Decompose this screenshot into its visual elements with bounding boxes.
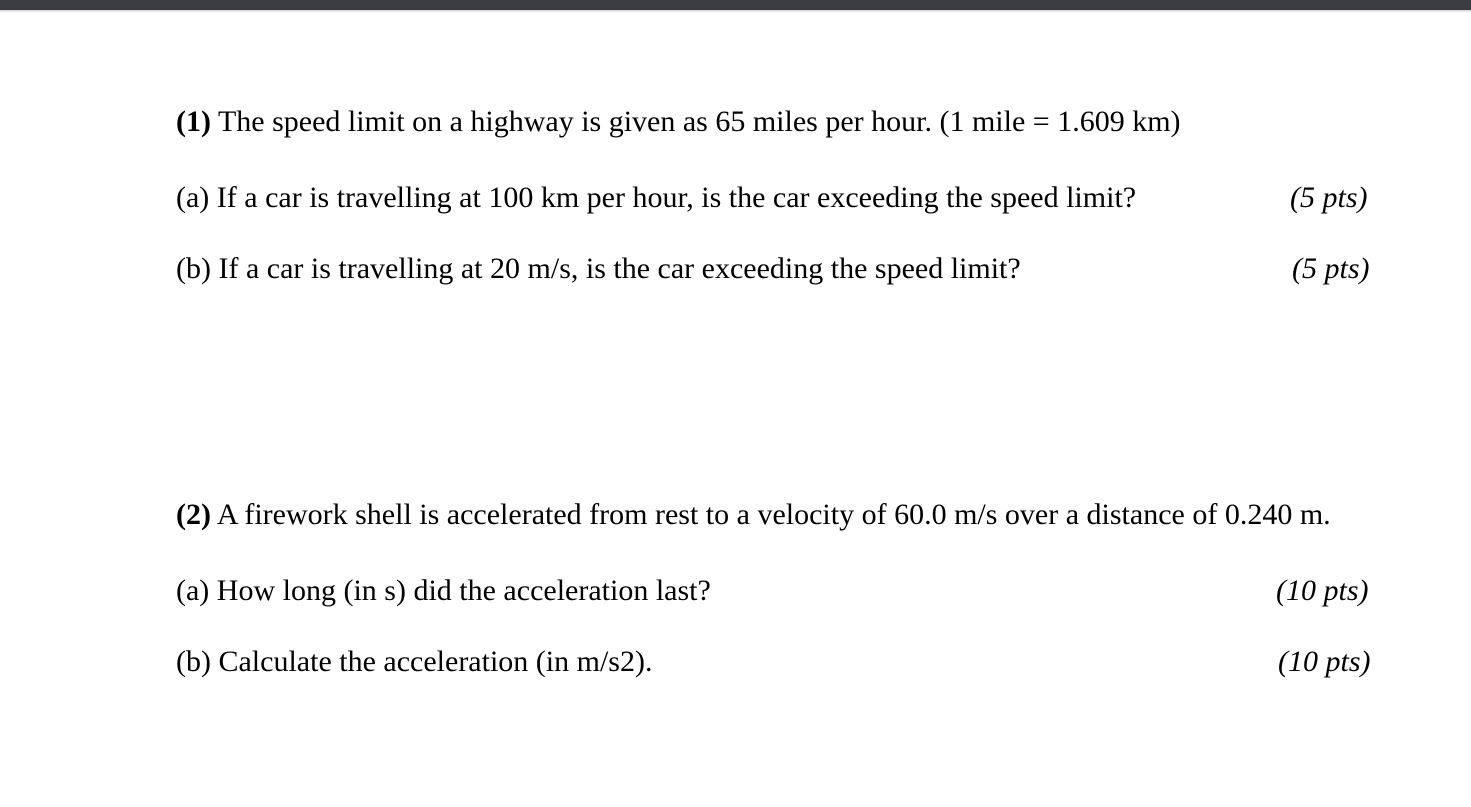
question-1a-text: (a) If a car is travelling at 100 km per hour, is the car exceeding the speed limit? — [176, 181, 1137, 214]
question-2b-points: (10 pts) — [1278, 645, 1371, 678]
question-2b-text: (b) Calculate the acceleration (in m/s2). — [176, 645, 653, 678]
question-1b-text: (b) If a car is travelling at 20 m/s, is the car exceeding the speed limit? — [176, 252, 1021, 285]
question-1b-points: (5 pts) — [1292, 252, 1370, 285]
question-2a-text: (a) How long (in s) did the acceleration last? — [176, 574, 711, 607]
question-2a-points: (10 pts) — [1276, 574, 1369, 607]
question-1a-points: (5 pts) — [1290, 181, 1368, 214]
question-2-number: (2) — [176, 498, 211, 531]
question-1-stem — [176, 104, 1181, 140]
question-1-number: (1) — [176, 105, 211, 138]
question-2-text: A firework shell is accelerated from rest to a velocity of 60.0 m/s over a distance of 0.240 m. — [210, 498, 1331, 531]
window-top-bar — [0, 0, 1471, 10]
question-1-text: The speed limit on a highway is given as 65 miles per hour. (1 mile = 1.609 km) — [210, 105, 1181, 138]
top-bar-shadow — [0, 10, 1471, 13]
question-2-stem — [176, 497, 1331, 533]
